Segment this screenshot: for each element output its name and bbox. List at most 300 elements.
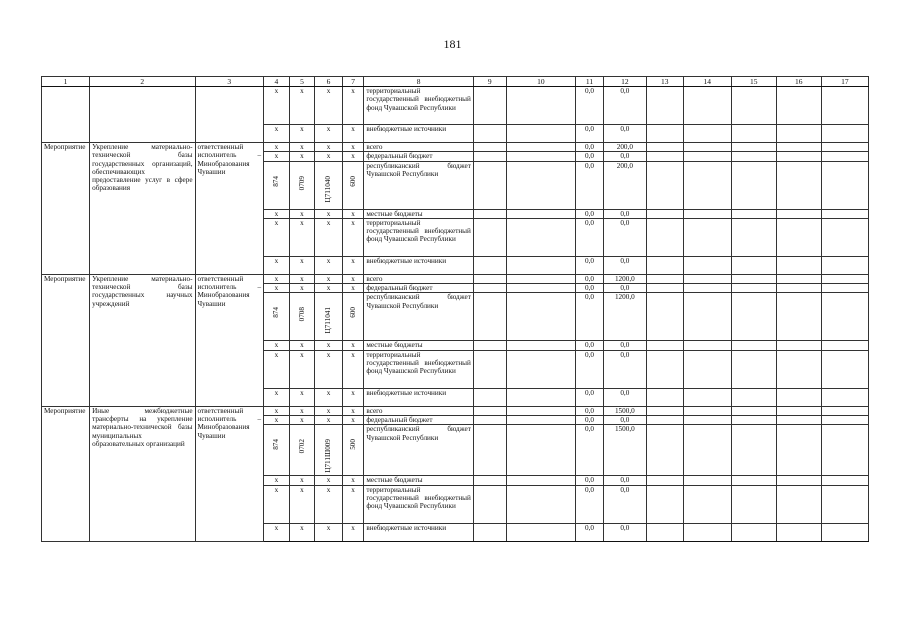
- value-2020: 0,0: [603, 341, 646, 350]
- code-x-cell: x: [264, 256, 290, 274]
- value-cell: [683, 125, 731, 143]
- value-cell: [776, 209, 821, 218]
- code-x-cell: x: [264, 274, 290, 283]
- value-2019: 0,0: [576, 209, 604, 218]
- value-2020: 1200,0: [603, 274, 646, 283]
- code-x-cell: x: [315, 256, 343, 274]
- value-cell: [731, 341, 776, 350]
- value-cell: [776, 476, 821, 485]
- value-2019: 0,0: [576, 350, 604, 388]
- value-cell: [473, 293, 506, 341]
- budget-code-cell: [342, 293, 363, 341]
- budget-code-c7: 600: [348, 307, 357, 319]
- value-cell: [646, 152, 683, 161]
- value-2019: 0,0: [576, 476, 604, 485]
- code-x-cell: x: [342, 415, 363, 424]
- budget-code-cell: [289, 161, 315, 209]
- code-x-cell: x: [315, 523, 343, 541]
- value-cell: [506, 406, 576, 415]
- value-cell: [776, 87, 821, 125]
- value-cell: [646, 415, 683, 424]
- value-cell: [731, 523, 776, 541]
- column-header: 11: [576, 77, 604, 87]
- value-cell: [821, 218, 868, 256]
- code-x-cell: x: [289, 476, 315, 485]
- measure-name-cell: Укрепление материально-технической базы государственных организаций, обеспечивающих предоставление услуг в сфере образования: [90, 143, 195, 275]
- value-cell: [776, 218, 821, 256]
- budget-code-c6: Ц711040: [324, 175, 333, 203]
- value-cell: [646, 143, 683, 152]
- value-cell: [683, 341, 731, 350]
- code-x-cell: x: [342, 485, 363, 523]
- code-x-cell: x: [315, 284, 343, 293]
- value-cell: [506, 415, 576, 424]
- budget-table: [41, 76, 869, 542]
- code-x-cell: x: [289, 350, 315, 388]
- value-cell: [683, 350, 731, 388]
- code-x-cell: x: [264, 406, 290, 415]
- value-cell: [506, 125, 576, 143]
- value-cell: [506, 218, 576, 256]
- value-cell: [776, 350, 821, 388]
- column-header: 14: [683, 77, 731, 87]
- value-cell: [776, 152, 821, 161]
- measure-name-cell: Укрепление материально-технической базы государственных научных учреждений: [90, 274, 195, 406]
- value-2019: 0,0: [576, 388, 604, 406]
- value-2019: 0,0: [576, 415, 604, 424]
- value-cell: [646, 406, 683, 415]
- value-cell: [776, 523, 821, 541]
- value-cell: [731, 87, 776, 125]
- value-cell: [646, 425, 683, 476]
- value-2019: 0,0: [576, 152, 604, 161]
- code-x-cell: x: [289, 87, 315, 125]
- value-cell: [473, 415, 506, 424]
- column-header: 12: [603, 77, 646, 87]
- budget-code-c7: 500: [348, 439, 357, 451]
- code-x-cell: x: [264, 87, 290, 125]
- value-cell: [821, 125, 868, 143]
- code-x-cell: x: [342, 388, 363, 406]
- value-cell: [776, 125, 821, 143]
- value-2020: 0,0: [603, 485, 646, 523]
- budget-code-cell: [315, 161, 343, 209]
- value-cell: [776, 161, 821, 209]
- value-cell: [646, 476, 683, 485]
- value-cell: [646, 485, 683, 523]
- code-x-cell: x: [264, 125, 290, 143]
- code-x-cell: x: [315, 415, 343, 424]
- code-x-cell: x: [264, 415, 290, 424]
- value-cell: [683, 476, 731, 485]
- column-header: 8: [364, 77, 474, 87]
- budget-code-c4: 874: [272, 439, 281, 451]
- value-cell: [506, 425, 576, 476]
- code-x-cell: x: [315, 274, 343, 283]
- value-cell: [506, 476, 576, 485]
- code-x-cell: x: [342, 152, 363, 161]
- value-cell: [473, 143, 506, 152]
- budget-code-cell: [342, 161, 363, 209]
- value-cell: [821, 485, 868, 523]
- value-2020: 0,0: [603, 209, 646, 218]
- value-cell: [473, 523, 506, 541]
- value-2019: 0,0: [576, 341, 604, 350]
- measure-name-cell: Иные межбюджетные трансферты на укрепление материально-технической базы муниципальных образовательных организаций: [90, 406, 195, 541]
- responsible-cell: ответственный исполнитель – Минобразования Чувашии: [195, 143, 264, 275]
- value-cell: [473, 350, 506, 388]
- value-2020: 1200,0: [603, 293, 646, 341]
- value-2019: 0,0: [576, 523, 604, 541]
- value-2019: 0,0: [576, 256, 604, 274]
- code-x-cell: x: [289, 415, 315, 424]
- measure-kind-cell: [42, 87, 90, 143]
- code-x-cell: x: [289, 256, 315, 274]
- value-2020: 0,0: [603, 87, 646, 125]
- code-x-cell: x: [315, 350, 343, 388]
- value-cell: [731, 161, 776, 209]
- value-cell: [506, 87, 576, 125]
- funding-source: местные бюджеты: [364, 476, 474, 485]
- value-cell: [473, 406, 506, 415]
- value-cell: [646, 161, 683, 209]
- value-cell: [473, 218, 506, 256]
- value-cell: [731, 476, 776, 485]
- value-cell: [731, 218, 776, 256]
- budget-code-cell: [264, 425, 290, 476]
- value-2020: 0,0: [603, 256, 646, 274]
- value-cell: [473, 152, 506, 161]
- value-cell: [473, 425, 506, 476]
- value-cell: [731, 152, 776, 161]
- value-2020: 1500,0: [603, 406, 646, 415]
- value-cell: [776, 284, 821, 293]
- code-x-cell: x: [264, 143, 290, 152]
- value-cell: [473, 209, 506, 218]
- code-x-cell: x: [342, 274, 363, 283]
- value-cell: [683, 293, 731, 341]
- budget-code-c7: 600: [348, 175, 357, 187]
- code-x-cell: x: [289, 209, 315, 218]
- funding-source: внебюджетные источники: [364, 125, 474, 143]
- code-x-cell: x: [315, 218, 343, 256]
- funding-source: местные бюджеты: [364, 341, 474, 350]
- value-cell: [776, 425, 821, 476]
- value-2019: 0,0: [576, 293, 604, 341]
- value-2019: 0,0: [576, 274, 604, 283]
- value-2020: 0,0: [603, 523, 646, 541]
- code-x-cell: x: [342, 523, 363, 541]
- value-cell: [683, 523, 731, 541]
- code-x-cell: x: [315, 152, 343, 161]
- value-cell: [821, 350, 868, 388]
- code-x-cell: x: [264, 523, 290, 541]
- value-2020: 0,0: [603, 218, 646, 256]
- value-cell: [473, 284, 506, 293]
- value-cell: [821, 341, 868, 350]
- value-cell: [646, 341, 683, 350]
- budget-code-c5: 0709: [297, 175, 306, 190]
- value-2019: 0,0: [576, 143, 604, 152]
- value-2020: 0,0: [603, 152, 646, 161]
- value-cell: [506, 152, 576, 161]
- table-row: [42, 274, 869, 283]
- budget-code-cell: [289, 293, 315, 341]
- value-2020: 0,0: [603, 476, 646, 485]
- value-cell: [473, 125, 506, 143]
- table-row: [42, 406, 869, 415]
- funding-source: территориальный государственный внебюджетный фонд Чувашской Республики: [364, 350, 474, 388]
- value-cell: [821, 256, 868, 274]
- column-header-row: [42, 77, 869, 87]
- value-cell: [731, 256, 776, 274]
- responsible-cell: ответственный исполнитель – Минобразования Чувашии: [195, 406, 264, 541]
- code-x-cell: x: [289, 485, 315, 523]
- code-x-cell: x: [289, 143, 315, 152]
- value-cell: [646, 388, 683, 406]
- value-2020: 200,0: [603, 161, 646, 209]
- value-cell: [821, 161, 868, 209]
- funding-source: федеральный бюджет: [364, 415, 474, 424]
- column-header: 4: [264, 77, 290, 87]
- value-2019: 0,0: [576, 406, 604, 415]
- table-row: [42, 87, 869, 125]
- value-cell: [646, 256, 683, 274]
- code-x-cell: x: [342, 341, 363, 350]
- code-x-cell: x: [315, 406, 343, 415]
- budget-code-c4: 874: [272, 307, 281, 319]
- budget-code-cell: [264, 161, 290, 209]
- value-cell: [776, 415, 821, 424]
- measure-kind-cell: Мероприятие: [42, 406, 90, 541]
- code-x-cell: x: [289, 274, 315, 283]
- measure-kind-cell: Мероприятие: [42, 143, 90, 275]
- code-x-cell: x: [342, 143, 363, 152]
- value-cell: [506, 284, 576, 293]
- measure-kind-cell: Мероприятие: [42, 274, 90, 406]
- value-cell: [731, 350, 776, 388]
- value-cell: [683, 284, 731, 293]
- code-x-cell: x: [264, 152, 290, 161]
- column-header: 6: [315, 77, 343, 87]
- funding-source: территориальный государственный внебюджетный фонд Чувашской Республики: [364, 485, 474, 523]
- value-cell: [646, 209, 683, 218]
- code-x-cell: x: [289, 406, 315, 415]
- code-x-cell: x: [264, 284, 290, 293]
- value-cell: [506, 256, 576, 274]
- value-cell: [473, 476, 506, 485]
- value-cell: [646, 218, 683, 256]
- value-cell: [731, 284, 776, 293]
- code-x-cell: x: [264, 218, 290, 256]
- column-header: 3: [195, 77, 264, 87]
- funding-source: республиканский бюджет Чувашской Республики: [364, 161, 474, 209]
- value-cell: [821, 425, 868, 476]
- funding-source: местные бюджеты: [364, 209, 474, 218]
- value-2020: 0,0: [603, 415, 646, 424]
- code-x-cell: x: [315, 388, 343, 406]
- value-cell: [646, 293, 683, 341]
- value-cell: [731, 388, 776, 406]
- value-2019: 0,0: [576, 425, 604, 476]
- funding-source: всего: [364, 406, 474, 415]
- code-x-cell: x: [264, 485, 290, 523]
- funding-source: внебюджетные источники: [364, 523, 474, 541]
- value-2019: 0,0: [576, 161, 604, 209]
- value-cell: [821, 388, 868, 406]
- value-cell: [776, 341, 821, 350]
- value-cell: [683, 87, 731, 125]
- value-cell: [683, 274, 731, 283]
- code-x-cell: x: [315, 143, 343, 152]
- value-cell: [776, 256, 821, 274]
- code-x-cell: x: [342, 256, 363, 274]
- budget-code-cell: [289, 425, 315, 476]
- value-cell: [731, 125, 776, 143]
- budget-code-c5: 0702: [297, 439, 306, 454]
- value-2019: 0,0: [576, 284, 604, 293]
- value-2020: 0,0: [603, 388, 646, 406]
- value-cell: [473, 274, 506, 283]
- value-cell: [731, 485, 776, 523]
- budget-code-cell: [342, 425, 363, 476]
- value-cell: [821, 143, 868, 152]
- code-x-cell: x: [315, 476, 343, 485]
- value-cell: [646, 87, 683, 125]
- code-x-cell: x: [342, 125, 363, 143]
- value-cell: [683, 152, 731, 161]
- table-row: [42, 143, 869, 152]
- value-2019: 0,0: [576, 485, 604, 523]
- value-2019: 0,0: [576, 125, 604, 143]
- value-2020: 0,0: [603, 284, 646, 293]
- funding-source: территориальный государственный внебюджетный фонд Чувашской Республики: [364, 218, 474, 256]
- value-cell: [473, 485, 506, 523]
- value-cell: [683, 218, 731, 256]
- value-cell: [731, 143, 776, 152]
- funding-source: внебюджетные источники: [364, 388, 474, 406]
- value-cell: [821, 415, 868, 424]
- value-cell: [683, 406, 731, 415]
- value-cell: [506, 274, 576, 283]
- code-x-cell: x: [315, 209, 343, 218]
- code-x-cell: x: [315, 125, 343, 143]
- value-cell: [646, 523, 683, 541]
- code-x-cell: x: [264, 388, 290, 406]
- value-cell: [776, 485, 821, 523]
- value-cell: [821, 274, 868, 283]
- value-cell: [731, 406, 776, 415]
- value-cell: [776, 406, 821, 415]
- value-cell: [683, 415, 731, 424]
- value-cell: [683, 161, 731, 209]
- value-cell: [506, 485, 576, 523]
- code-x-cell: x: [264, 350, 290, 388]
- value-cell: [683, 485, 731, 523]
- value-cell: [731, 209, 776, 218]
- value-cell: [506, 341, 576, 350]
- funding-source: территориальный государственный внебюджетный фонд Чувашской Республики: [364, 87, 474, 125]
- value-2019: 0,0: [576, 218, 604, 256]
- code-x-cell: x: [289, 523, 315, 541]
- value-cell: [506, 523, 576, 541]
- value-cell: [506, 143, 576, 152]
- value-cell: [776, 143, 821, 152]
- value-cell: [731, 293, 776, 341]
- value-cell: [473, 161, 506, 209]
- funding-source: федеральный бюджет: [364, 152, 474, 161]
- value-cell: [473, 388, 506, 406]
- code-x-cell: x: [289, 125, 315, 143]
- value-cell: [821, 406, 868, 415]
- budget-code-cell: [315, 293, 343, 341]
- code-x-cell: x: [342, 284, 363, 293]
- value-cell: [776, 274, 821, 283]
- code-x-cell: x: [342, 476, 363, 485]
- value-cell: [683, 425, 731, 476]
- value-2020: 0,0: [603, 350, 646, 388]
- value-cell: [473, 341, 506, 350]
- funding-source: внебюджетные источники: [364, 256, 474, 274]
- value-cell: [821, 284, 868, 293]
- value-cell: [683, 388, 731, 406]
- value-2020: 1500,0: [603, 425, 646, 476]
- column-header: 13: [646, 77, 683, 87]
- responsible-cell: ответственный исполнитель – Минобразования Чувашии: [195, 274, 264, 406]
- value-cell: [731, 415, 776, 424]
- code-x-cell: x: [289, 152, 315, 161]
- code-x-cell: x: [289, 388, 315, 406]
- budget-code-c4: 874: [272, 175, 281, 187]
- code-x-cell: x: [289, 218, 315, 256]
- value-cell: [821, 523, 868, 541]
- value-cell: [821, 293, 868, 341]
- value-cell: [646, 125, 683, 143]
- column-header: 9: [473, 77, 506, 87]
- funding-source: всего: [364, 143, 474, 152]
- budget-code-c6: Ц711041: [324, 307, 333, 334]
- value-cell: [646, 350, 683, 388]
- value-cell: [683, 209, 731, 218]
- value-cell: [683, 256, 731, 274]
- column-header: 5: [289, 77, 315, 87]
- column-header: 2: [90, 77, 195, 87]
- value-cell: [473, 87, 506, 125]
- code-x-cell: x: [315, 341, 343, 350]
- value-cell: [506, 293, 576, 341]
- code-x-cell: x: [264, 476, 290, 485]
- column-header: 17: [821, 77, 868, 87]
- code-x-cell: x: [342, 218, 363, 256]
- funding-source: федеральный бюджет: [364, 284, 474, 293]
- value-cell: [821, 209, 868, 218]
- measure-name-cell: [90, 87, 195, 143]
- value-cell: [731, 274, 776, 283]
- value-2020: 200,0: [603, 143, 646, 152]
- column-header: 15: [731, 77, 776, 87]
- budget-code-cell: [315, 425, 343, 476]
- page-number: 181: [443, 37, 462, 51]
- code-x-cell: x: [342, 406, 363, 415]
- value-cell: [506, 209, 576, 218]
- code-x-cell: x: [289, 341, 315, 350]
- value-2020: 0,0: [603, 125, 646, 143]
- value-cell: [683, 143, 731, 152]
- value-cell: [646, 284, 683, 293]
- column-header: 1: [42, 77, 90, 87]
- code-x-cell: x: [342, 209, 363, 218]
- responsible-cell: [195, 87, 264, 143]
